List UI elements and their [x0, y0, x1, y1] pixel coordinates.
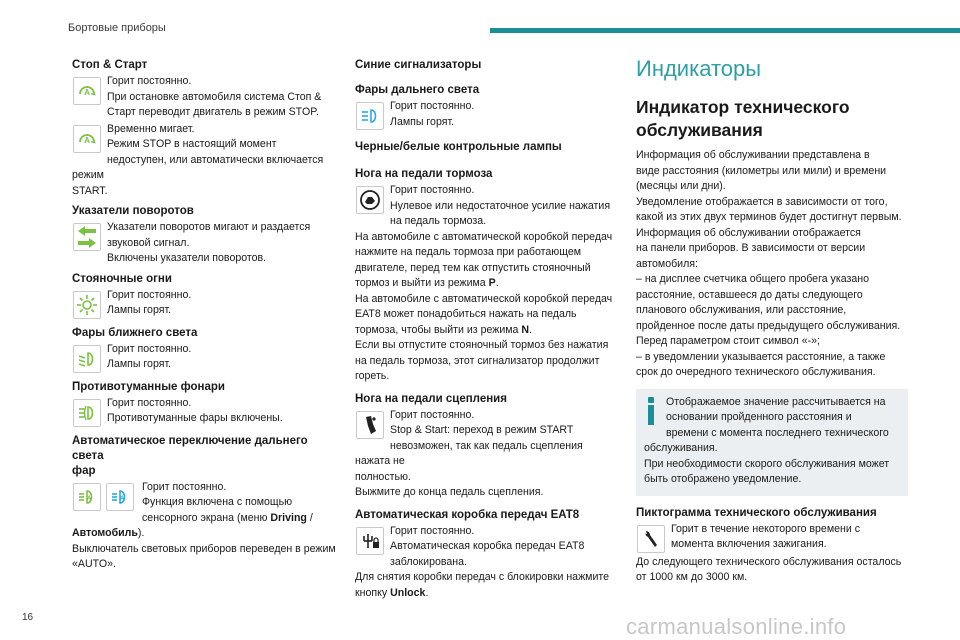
front-fog-lamp-icon [73, 399, 101, 427]
stop-start-green-icon [73, 77, 101, 105]
side-lights-icon [73, 291, 101, 319]
section-title-foot-clutch: Нога на педали сцепления [355, 392, 507, 405]
foot-on-brake-icon [356, 186, 384, 214]
svg-text:A: A [119, 495, 125, 502]
running-header: Бортовые приборы [68, 22, 166, 34]
service-indicator-text: Информация об обслуживании представлена в виде расстояния (километры или мили) и времени (месяцы или дни). Уведомление отображается в зависимости от того, какой из этих двух терминов будет достигнут первым. Информация об обслуживании отображается на панели приборов. В зависимости от версии автомобиля: – на дисплее счетчика общего пробега указано расстояние, оставшееся до даты следующего планового обслуживания, или расстояние, пройденное после даты предыдущего обслуживания. Перед параметром стоит символ «-»; – в уведомлении указывается расстояние, а также срок до очередного технического обслуживания. [636, 149, 902, 378]
gearbox-lock-icon [356, 527, 384, 555]
section-title-foot-brake: Нога на педали тормоза [355, 168, 493, 180]
svg-text:A: A [86, 495, 92, 502]
warning-item: Горит постоянно. Stop & Start: переход в режим START невозможен, так как педаль сцепления нажата не полностью. [355, 408, 583, 483]
main-beam-blue-icon [356, 102, 384, 130]
section-title-main-beam: Фары дальнего света [355, 84, 480, 96]
column-left [72, 58, 342, 573]
page-number: 16 [22, 612, 34, 623]
warning-item: A Горит постоянно. При остановке автомобиля система Стоп & Старт переводит двигатель в режим STOP. [72, 74, 342, 121]
paragraph: Выжмите до конца педаль сцепления. [355, 486, 544, 498]
info-icon [644, 397, 658, 427]
warning-item: Горит постоянно. Противотуманные фары включены. [72, 396, 342, 429]
header-accent-bar [490, 28, 960, 33]
warning-item: Горит постоянно. Нулевое или недостаточное усилие нажатия на педаль тормоза. [355, 183, 613, 230]
section-title-dipped-beam: Фары ближнего света [72, 326, 198, 339]
section-head-blue: Синие сигнализаторы [355, 59, 482, 71]
section-title-eat8: Автоматическая коробка передач EAT8 [355, 508, 580, 521]
section-title-service-pictogram: Пиктограмма технического обслуживания [636, 506, 877, 519]
warning-item: Горит постоянно. Лампы горят. [72, 342, 342, 375]
warning-item: Горит постоянно. Лампы горят. [72, 288, 342, 321]
info-note-box: Отображаемое значение рассчитывается на основании пройденного расстояния и времени с момента последнего технического обслуживания. При необходимости скорого обслуживания может быть отображено уведомление. [636, 389, 908, 496]
watermark: carmanualsonline.info [626, 614, 847, 639]
warning-item: Горит в течение некоторого времени с момента включения зажигания. [636, 522, 908, 555]
section-head-bw: Черные/белые контрольные лампы [355, 141, 562, 153]
stop-start-blinking-icon [73, 125, 101, 153]
warning-item: A A Горит постоянно. Функция включена с помощью сенсорного экрана (меню Driving /Автомобиль). Выключатель световых приборов переведен в режим «AUTO». [72, 480, 336, 570]
column-right [636, 56, 908, 586]
section-title-stop-start: Стоп & Старт [72, 59, 148, 71]
paragraph: До следующего технического обслуживания осталось от 1000 км до 3000 км. [636, 555, 902, 583]
section-title-fog-lamps: Противотуманные фонари [72, 380, 225, 393]
section-title-turn-signals: Указатели поворотов [72, 205, 194, 217]
auto-high-beam-blue-icon [106, 483, 134, 511]
section-title-side-lights: Стояночные огни [72, 272, 172, 285]
turn-signal-arrows-icon [73, 223, 101, 251]
section-title-auto-high-beam: Автоматическое переключение дальнего света фар [72, 434, 308, 477]
page-section-title: Индикаторы [636, 56, 762, 81]
foot-on-clutch-icon [356, 411, 384, 439]
dipped-beam-icon [73, 345, 101, 373]
warning-item: Указатели поворотов мигают и раздается звуковой сигнал. Включены указатели поворотов. [72, 220, 342, 267]
column-middle [355, 58, 613, 601]
paragraph: На автомобиле с автоматической коробкой передач нажмите на педаль тормоза при работающем двигателе, перед тем как отпустить стояночный тормоз и выйти из режима P. На автомобиле с автоматической коробкой передач EAT8 может понадобиться нажать на педаль тормоза, чтобы выйти из режима N. Если вы отпустите стояночный тормоз без нажатия на педаль тормоза, этот сигнализатор продолжит гореть. [355, 230, 613, 382]
svg-text:A: A [84, 135, 90, 145]
service-wrench-icon [637, 525, 665, 553]
paragraph: Для снятия коробки передач с блокировки нажмите кнопку Unlock. [355, 571, 609, 599]
subsection-title: Индикатор технического обслуживания [636, 97, 850, 140]
auto-high-beam-icon [73, 483, 101, 511]
svg-text:A: A [84, 88, 90, 97]
warning-item: Горит постоянно. Лампы горят. [355, 99, 613, 132]
warning-item: Горит постоянно. Автоматическая коробка передач EAT8 заблокирована. [355, 524, 613, 571]
warning-item: A Временно мигает. Режим STOP в настоящий момент недоступен, или автоматически включается режим START. [72, 122, 324, 197]
